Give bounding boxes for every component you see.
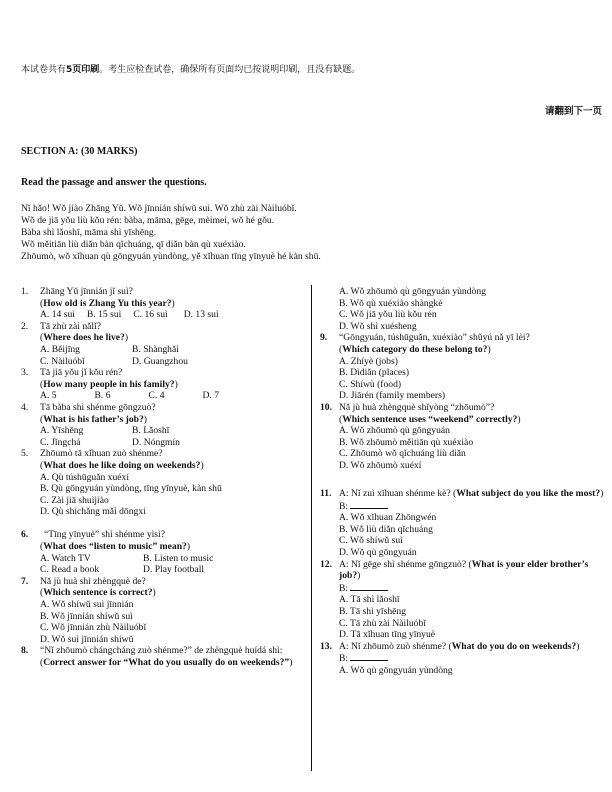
option-b[interactable]: B. Wǒ jīnnián shíwǔ suì [40, 610, 133, 622]
question-translation: What does “listen to music” mean? [43, 541, 187, 553]
option-c[interactable]: C. Read a book [40, 564, 100, 576]
option-a[interactable]: A. Wǒ zhōumò qù gōngyuán [339, 425, 450, 437]
question-text: A: Nǐ gēge shì shénme gōngzuò? [339, 558, 467, 570]
question-translation: Where does he live? [43, 332, 125, 344]
option-b[interactable]: B. Dìdiǎn (places) [339, 367, 410, 379]
question-number: 10. [320, 401, 332, 413]
question-number: 1. [21, 286, 29, 297]
option-c[interactable]: C. Tā zhù zài Nàiluóbǐ [339, 617, 426, 629]
answer-label: B: [339, 582, 349, 594]
question-text: Tā bàba shì shénme gōngzuò? [40, 401, 156, 413]
answer-blank[interactable] [350, 500, 388, 509]
option-b[interactable]: B. Wǒ liù diǎn qǐchuáng [339, 523, 433, 535]
question-3: 3. Tā jiā yǒu jǐ kǒu rén? (How many people in his family?) A. 5 B. 6 C. 4 D. 7 [21, 367, 301, 402]
option-d[interactable]: D. Wǒ qù gōngyuán [339, 547, 417, 559]
option-b[interactable]: B. 15 suì [86, 309, 122, 321]
option-d[interactable]: D. 7 [202, 390, 220, 402]
question-text: Nǎ jù huà zhèngquè shǐyòng “zhōumò”? [339, 401, 495, 413]
option-b[interactable]: B. Shànghǎi [132, 343, 179, 355]
question-13: 13. A: Nǐ zhōumò zuò shénme? (What do you do on weekends?) B: A. Wǒ qù gōngyuán yùndòng [320, 641, 605, 677]
question-number: 13. [320, 640, 332, 652]
option-a[interactable]: A. Wǒ zhōumò qù gōngyuán yùndòng [339, 286, 486, 297]
answer-blank[interactable] [350, 652, 388, 661]
option-c[interactable]: C. Zhōumò wǒ qǐchuáng liù diǎn [339, 448, 466, 460]
option-b[interactable]: B. Wǒ qù xuéxiào shàngkè [339, 297, 443, 309]
question-2: 2. Tā zhù zài nǎlǐ? (Where does he live?) A. Běijīng B. Shànghǎi C. Nàiluóbǐ D. Guangzhou [21, 321, 301, 367]
question-translation: What do you do on weekends? [451, 640, 577, 652]
turn-page-note: 请翻到下一页 [544, 106, 602, 117]
option-d[interactable]: D. Nóngmín [132, 436, 180, 448]
question-translation: What does he like doing on weekends? [43, 459, 201, 471]
question-translation: Which sentence is correct? [43, 587, 153, 599]
question-1: 1. Zhāng Yǔ jīnnián jǐ suì? (How old is Zhang Yu this year?) A. 14 suì B. 15 suì C. 16 suì D. 13 suì [21, 286, 301, 321]
passage-line: Bàba shì lǎoshī, māma shì yīshēng. [21, 226, 157, 238]
question-translation: Correct answer for “What do you usually do on weekends?” [43, 657, 290, 668]
question-9: 9. “Gōngyuán, túshūguǎn, xuéxiào” shǔyú nǎ yī lèi? (Which category do these belong to?) A. Zhíyè (jobs) B. Dìdiǎn (places) C. Shíwù (food) D. Jiārén (family members) [320, 332, 605, 402]
question-translation: How many people in his family? [43, 378, 175, 390]
option-a[interactable]: A. Qù túshūguǎn xuéxí [40, 471, 129, 483]
option-d[interactable]: D. Guangzhou [132, 355, 188, 367]
passage-line: Wǒ měitiān liù diǎn bàn qǐchuáng, qī diǎn bàn qù xuéxiào. [21, 238, 246, 250]
question-8: 8. “Nǐ zhōumò chángcháng zuò shénme?” de zhèngquè huídá shì: (Correct answer for “What do you usually do on weekends?”) [21, 645, 301, 668]
question-7: 7. Nǎ jù huà shì zhèngquè de? (Which sentence is correct?) A. Wǒ shíwǔ suì jīnnián B. Wǒ jīnnián shíwǔ suì C. Wǒ jīnnián zhù Nàiluóbǐ D. Wǒ suì jīnnián shíwǔ [21, 576, 301, 646]
question-number: 3. [21, 367, 29, 379]
question-translation: Which sentence uses “weekend” correctly? [342, 413, 518, 425]
reading-passage [21, 203, 321, 263]
question-10: 10. Nǎ jù huà zhèngquè shǐyòng “zhōumò”? (Which sentence uses “weekend” correctly?) A. Wǒ zhōumò qù gōngyuán B. Wǒ zhōumò měitiān qù xuéxiào C. Zhōumò wǒ qǐchuáng liù diǎn D. Wǒ zhōumò xuéxí [320, 402, 605, 472]
question-number: 8. [21, 645, 29, 657]
question-number: 11. [320, 488, 332, 500]
question-number: 6. [21, 529, 29, 541]
question-11: 11. A: Nǐ zuì xǐhuan shénme kè? (What subject do you like the most?) B: A. Wǒ xǐhuan Zhōngwén B. Wǒ liù diǎn qǐchuáng C. Wǒ shíwǔ suì D. Wǒ qù gōngyuán [320, 488, 604, 559]
question-8-options [320, 286, 605, 332]
option-a[interactable]: A. Tā shì lǎoshī [339, 594, 400, 606]
option-b[interactable]: B. Listen to music [143, 552, 214, 564]
option-c[interactable]: C. Jǐngchá [40, 436, 81, 448]
option-d[interactable]: D. 13 suì [183, 309, 219, 321]
option-a[interactable]: A. 5 [40, 390, 57, 402]
answer-label: B: [339, 500, 349, 512]
passage-line: Zhōumò, wǒ xǐhuan qù gōngyuán yùndòng, yě xǐhuan tīng yīnyuè hé kàn shū. [21, 250, 321, 262]
question-number: 7. [21, 575, 29, 587]
options-grid [21, 553, 301, 576]
question-translation: How old is Zhang Yu this year? [43, 297, 172, 309]
options-row [21, 390, 301, 402]
option-c[interactable]: C. Wǒ jīnnián zhù Nàiluóbǐ [40, 622, 147, 634]
option-d[interactable]: D. Jiārén (family members) [339, 390, 446, 402]
question-text: A: Nǐ zuì xǐhuan shénme kè? [339, 488, 451, 500]
questions-left-column [21, 286, 301, 669]
option-c[interactable]: C. Wǒ shíwǔ suì [339, 535, 403, 547]
option-b[interactable]: B. Qù gōngyuán yùndòng, tīng yīnyuè, kàn shū [40, 483, 222, 495]
option-d[interactable]: D. Wǒ zhōumò xuéxí [339, 459, 422, 471]
option-d[interactable]: D. Play football [143, 564, 205, 576]
option-c[interactable]: C. Wǒ jiā yǒu liù kǒu rén [339, 309, 437, 321]
question-text: “Tīng yīnyuè” shì shénme yìsi? [44, 529, 165, 541]
option-a[interactable]: A. Wǒ xǐhuan Zhōngwén [339, 512, 437, 524]
column-divider [311, 285, 312, 771]
question-translation: Which category do these belong to? [342, 343, 488, 355]
exam-notice: 本试卷共有5页印刷。考生应检查试卷，确保所有页面均已按说明印刷，且没有缺题。 [21, 65, 361, 75]
option-a[interactable]: A. Watch TV [40, 552, 91, 564]
option-b[interactable]: B. 6 [94, 390, 111, 402]
question-text: A: Nǐ zhōumò zuò shénme? [339, 640, 447, 652]
option-a[interactable]: A. Wǒ shíwǔ suì jīnnián [40, 599, 134, 611]
option-a[interactable]: A. Yīshēng [40, 425, 84, 437]
question-text: Zhōumò tā xǐhuan zuò shénme? [40, 448, 163, 460]
option-d[interactable]: D. Wǒ shì xuésheng [339, 320, 417, 332]
options-grid [21, 425, 301, 448]
passage-line: Wǒ de jiā yǒu liù kǒu rén: bàba, māma, gēge, mèimei, wǒ hé gǒu. [21, 214, 275, 226]
question-translation: What subject do you like the most? [456, 488, 601, 500]
option-a[interactable]: A. Běijīng [40, 343, 80, 355]
option-a[interactable]: A. Wǒ qù gōngyuán yùndòng [339, 665, 453, 676]
question-12: 12. A: Nǐ gēge shì shénme gōngzuò? (What is your elder brother’s job?) B: A. Tā shì lǎoshī B. Tā shì yīshēng C. Tā zhù zài Nàiluóbǐ D. Tā xǐhuan tīng yīnyuè [320, 559, 605, 641]
question-translation: What is your elder brother’s job? [339, 558, 589, 582]
option-a[interactable]: A. 14 suì [40, 309, 75, 321]
question-number: 9. [320, 332, 328, 344]
question-text: Tā zhù zài nǎlǐ? [40, 320, 101, 332]
question-4: 4. Tā bàba shì shénme gōngzuò? (What is his father’s job?) A. Yīshēng B. Lǎoshī C. Jǐngchá D. Nóngmín [21, 402, 301, 448]
passage-line: Nǐ hǎo! Wǒ jiào Zhāng Yǔ. Wǒ jīnnián shíwǔ suì. Wǒ zhù zài Nàiluóbǐ. [21, 203, 297, 214]
question-text: Nǎ jù huà shì zhèngquè de? [40, 575, 146, 587]
option-c[interactable]: C. 16 suì [133, 309, 168, 321]
options-row [21, 309, 301, 321]
section-title: SECTION A: (30 MARKS) [21, 146, 138, 157]
option-d[interactable]: D. Tā xǐhuan tīng yīnyuè [339, 629, 436, 641]
question-translation: What is his father’s job? [43, 413, 144, 425]
question-text: Zhāng Yǔ jīnnián jǐ suì? [40, 286, 133, 297]
option-d[interactable]: D. Wǒ suì jīnnián shíwǔ [40, 633, 134, 645]
question-number: 5. [21, 448, 29, 460]
section-instruction: Read the passage and answer the questions. [21, 177, 207, 188]
questions-right-column [320, 286, 605, 677]
option-d[interactable]: D. Qù shìchǎng mǎi dōngxi [40, 506, 146, 518]
option-c[interactable]: C. Zài jiā shuìjiào [40, 494, 109, 506]
option-b[interactable]: B. Tā shì yīshēng [339, 606, 406, 618]
option-b[interactable]: B. Wǒ zhōumò měitiān qù xuéxiào [339, 436, 474, 448]
options-grid [21, 344, 301, 367]
answer-blank[interactable] [350, 582, 388, 591]
question-number: 12. [320, 558, 332, 570]
question-number: 2. [21, 320, 29, 332]
option-c[interactable]: C. 4 [148, 390, 165, 402]
option-c[interactable]: C. Nàiluóbǐ [40, 355, 85, 367]
answer-label: B: [339, 653, 349, 665]
option-c[interactable]: C. Shíwù (food) [339, 378, 402, 390]
question-number: 4. [21, 401, 29, 413]
question-6: 6. “Tīng yīnyuè” shì shénme yìsi? (What does “listen to music” mean?) A. Watch TV B. Listen to music C. Read a book D. Play football [21, 529, 301, 575]
page-count: 5页印刷 [66, 65, 100, 75]
question-text: “Nǐ zhōumò chángcháng zuò shénme?” de zhèngquè huídá shì: [40, 645, 283, 657]
question-text: Tā jiā yǒu jǐ kǒu rén? [40, 367, 123, 379]
option-a[interactable]: A. Zhíyè (jobs) [339, 355, 398, 367]
question-5: 5. Zhōumò tā xǐhuan zuò shénme? (What does he like doing on weekends?) A. Qù túshūguǎn xuéxí B. Qù gōngyuán yùndòng, tīng yīnyuè, kàn shū C. Zài jiā shuìjiào D. Qù shìchǎng mǎi dōngxi [21, 448, 301, 518]
question-text: “Gōngyuán, túshūguǎn, xuéxiào” shǔyú nǎ yī lèi? [339, 332, 530, 344]
option-b[interactable]: B. Lǎoshī [132, 425, 170, 437]
